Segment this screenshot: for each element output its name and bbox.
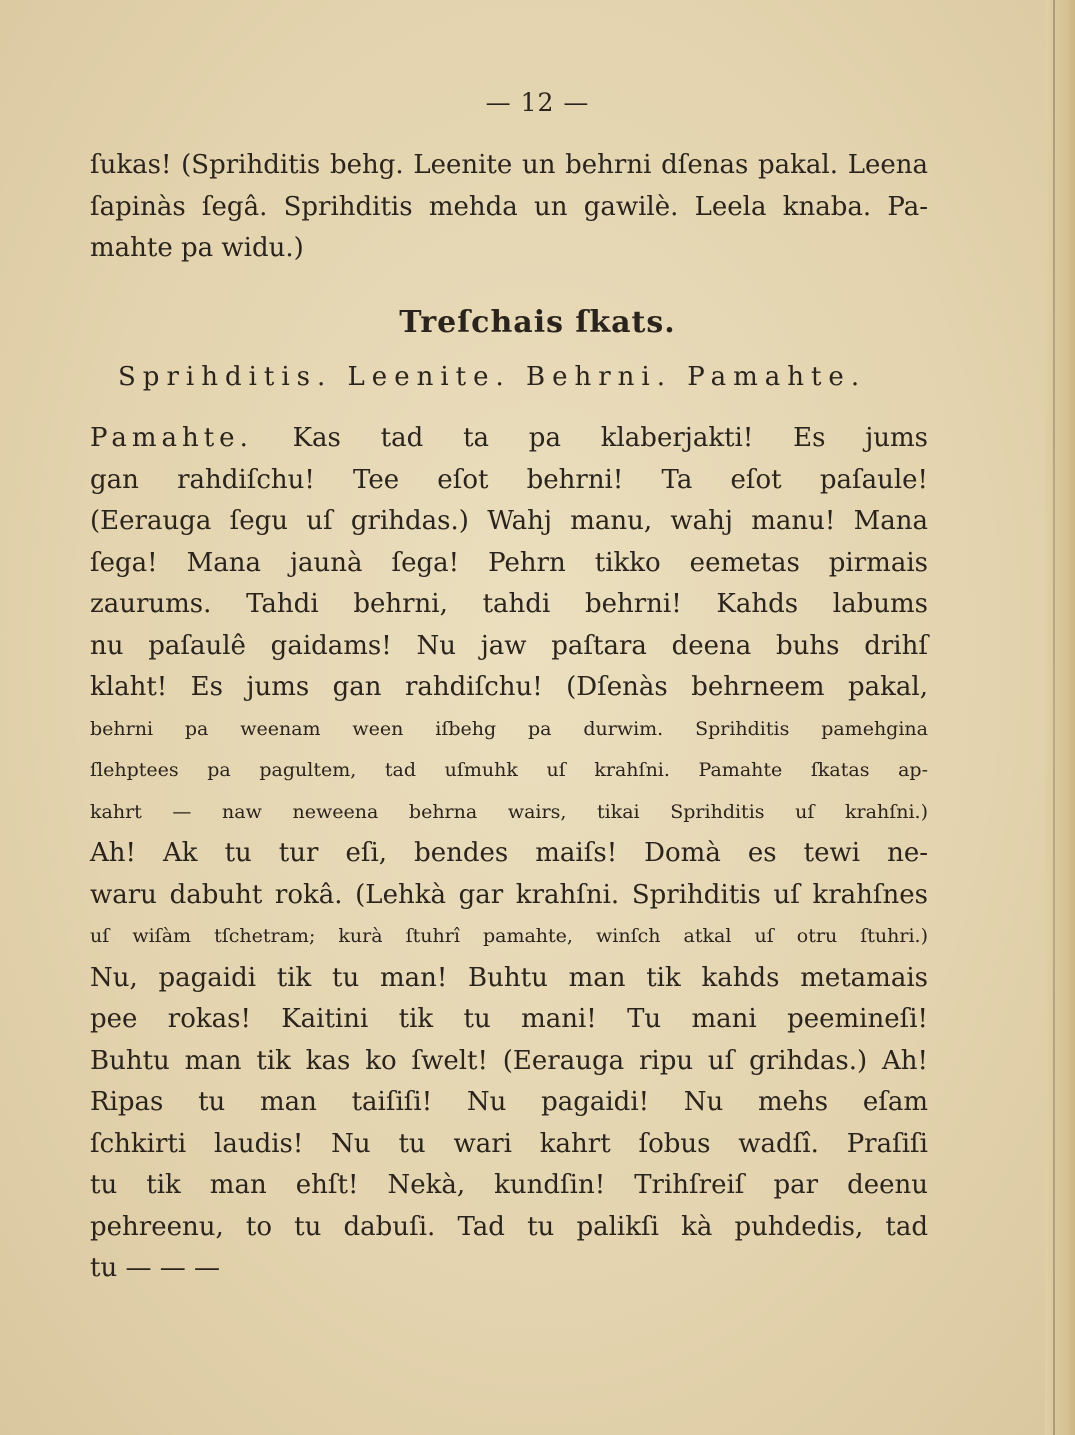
text-line bbox=[90, 418, 928, 460]
dialogue-block bbox=[90, 418, 928, 1290]
scene-title: Treſchais ſkats. bbox=[399, 305, 676, 340]
text-line: Ah! Ak tu tur eſi, bendes maiſs! Domà es tewi ne- bbox=[90, 838, 928, 868]
text-line: ſchkirti laudis! Nu tu wari kahrt ſobus wadſî. Praſiſi bbox=[90, 1128, 928, 1159]
page-edge bbox=[1045, 0, 1075, 1435]
text-line: ſlehptees pa pagultem, tad uſmuhk uſ krahſni. Pamahte ſkatas ap- bbox=[90, 759, 928, 781]
binding-shadow bbox=[1053, 0, 1055, 1435]
text-line: klaht! Es jums gan rahdiſchu! (Dſenàs behrneem pakal, bbox=[90, 672, 928, 702]
page-number: — 12 — bbox=[485, 88, 590, 117]
cast-list: Sprihditis. Leenite. Behrni. Pamahte. bbox=[118, 362, 867, 392]
text-line: gan rahdiſchu! Tee eſot behrni! Ta eſot paſaule! bbox=[90, 464, 928, 495]
text-line: pehreenu, to tu dabuſi. Tad tu palikſi kà puhdedis, tad bbox=[90, 1211, 928, 1242]
text-line: mahte pa widu.) bbox=[90, 233, 304, 263]
text-line: tu tik man ehſt! Nekà, kundſin! Trihſreiſ par deenu bbox=[90, 1170, 928, 1200]
text-line: waru dabuht rokâ. (Lehkà gar krahſni. Sprihditis uſ krahſnes bbox=[90, 879, 928, 910]
text-line: nu paſaulê gaidams! Nu jaw paſtara deena buhs drihſ bbox=[90, 630, 928, 661]
text-line: zaurums. Tahdi behrni, tahdi behrni! Kahds labums bbox=[90, 589, 928, 619]
text-line: ſukas! (Sprihditis behg. Leenite un behrni dſenas pakal. Leena bbox=[90, 150, 928, 180]
text-line: tu — — — bbox=[90, 1253, 220, 1283]
text-line: pee rokas! Kaitini tik tu mani! Tu mani peemineſi! bbox=[90, 1004, 928, 1034]
text-line: kahrt — naw neweena behrna wairs, tikai Sprihditis uſ krahſni.) bbox=[90, 800, 928, 823]
text-line: Ripas tu man taiſiſi! Nu pagaidi! Nu mehs eſam bbox=[90, 1087, 928, 1117]
text-line: uſ wiſàm tſchetram; kurà ſtuhrî pamahte, winſch atkal uſ otru ſtuhri.) bbox=[90, 925, 928, 947]
text-line: (Eerauga ſegu uſ grihdas.) Wahj manu, wahj manu! Mana bbox=[90, 506, 928, 536]
dialogue-text: Kas tad ta pa klaberjakti! Es jums bbox=[292, 423, 928, 453]
text-line: Nu, pagaidi tik tu man! Buhtu man tik kahds metamais bbox=[90, 962, 928, 993]
text-line: ſega! Mana jaunà ſega! Pehrn tikko eemetas pirmais bbox=[90, 547, 928, 578]
text-line: Buhtu man tik kas ko ſwelt! (Eerauga ripu uſ grihdas.) Ah! bbox=[90, 1045, 928, 1076]
text-line: behrni pa weenam ween iſbehg pa durwim. Sprihditis pamehgina bbox=[90, 717, 928, 740]
opening-stage-direction bbox=[90, 145, 928, 270]
text-line: ſapinàs ſegâ. Sprihditis mehda un gawilè. Leela knaba. Pa- bbox=[90, 191, 928, 222]
speaker-name: Pamahte. bbox=[90, 423, 253, 453]
